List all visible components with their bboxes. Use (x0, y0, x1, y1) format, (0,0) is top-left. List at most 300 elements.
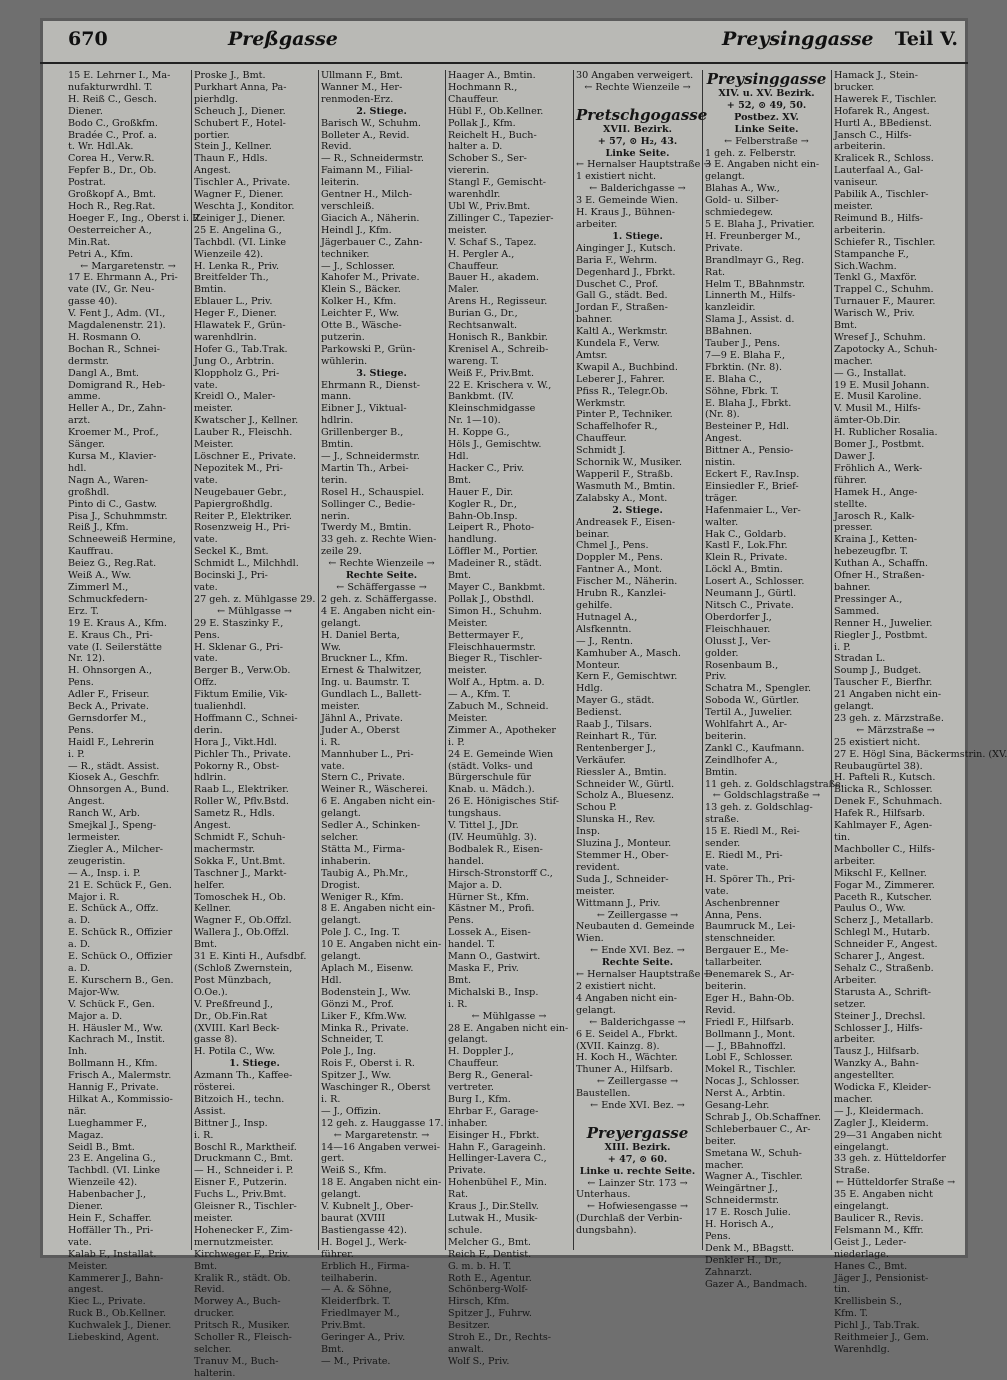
directory-entry-line: Anna, Pens. (705, 909, 762, 921)
directory-entry-line: 5 E. Blaha J., Privatier. (705, 218, 815, 230)
directory-entry-line: (XVII. Kainzg. 8). (576, 1040, 660, 1052)
directory-entry-line: Kalab F., Installat. (68, 1248, 157, 1260)
cross-street-marker: ← Hernalser Hauptstraße → (576, 159, 712, 171)
directory-entry-line: beiterin. (705, 980, 747, 992)
directory-entry-line: renmoden-Erz. (321, 93, 394, 105)
directory-entry-line: Bollmann J., Mont. (705, 1028, 796, 1040)
directory-entry-line: Denemarek S., Ar- (705, 969, 795, 981)
directory-entry-line: Angest. (194, 820, 231, 832)
directory-entry-line: E. Schück O., Offizier (68, 951, 173, 963)
directory-entry-line: Erz. T. (68, 605, 99, 617)
directory-entry-line: Baria F., Wehrm. (576, 254, 658, 266)
directory-entry-line: Löffler M., Portier. (448, 546, 538, 558)
directory-entry-line: Offz. (194, 677, 217, 689)
directory-entry-line: Bochan R., Schnei- (68, 343, 160, 355)
directory-entry-line: Zimmer A., Apotheker (448, 724, 556, 736)
directory-entry-line: angest. (68, 1284, 104, 1296)
directory-entry-line: Kiosek A., Geschfr. (68, 772, 160, 784)
directory-entry-line: Zalabsky A., Mont. (576, 492, 668, 504)
left-running-heading: Preßgasse (228, 28, 338, 50)
directory-entry-line (576, 94, 699, 106)
directory-entry-line: Martin Th., Arbei- (321, 462, 409, 474)
directory-entry-line: — G., Installat. (834, 367, 907, 379)
directory-entry-line: Michalski B., Insp. (448, 986, 539, 998)
directory-entry-line: gelangt. (576, 1004, 616, 1016)
street-heading: Pretschgogasse (576, 105, 708, 124)
directory-entry-line: Eisinger H., Fbrkt. (448, 1129, 540, 1141)
directory-entry-line: H. Doppler J., (448, 1046, 514, 1058)
directory-entry-line: E. Kraus Ch., Pri- (68, 629, 153, 641)
directory-entry-line: vaniseur. (834, 177, 878, 189)
directory-entry-line: Gold- u. Silber- (705, 195, 779, 207)
directory-entry-line: Jarosch R., Kalk- (834, 510, 915, 522)
directory-entry-line: Hein F., Schaffer. (68, 1213, 152, 1224)
directory-entry-line: Chauffeur. (448, 93, 499, 105)
directory-entry-line: Post Münzbach, (194, 974, 272, 986)
directory-entry-line: Sänger. (68, 439, 105, 451)
directory-entry-line: 28 E. Angaben nicht ein- (448, 1022, 569, 1034)
directory-entry-line: H. Rosmann O. (68, 331, 141, 343)
directory-entry-line: Kolker H., Kfm. (321, 296, 397, 308)
directory-entry-line: Rentenberger J., (576, 742, 656, 754)
directory-entry-line: Fogar M., Zimmerer. (834, 879, 935, 891)
directory-entry-line: V. Tittel J., JDr. (448, 820, 519, 832)
directory-entry-line: Thaun F., Hdls. (194, 153, 268, 165)
directory-entry-line: — J., Schlosser. (321, 260, 395, 272)
directory-entry-line: Wagner F., Ob.Offzl. (194, 915, 292, 927)
directory-entry-line: H. Sklenar G., Pri- (194, 641, 283, 653)
directory-entry-line: Reiter P., Elektriker. (194, 510, 292, 522)
directory-entry-line: Mikschl F., Kellner. (834, 867, 927, 879)
directory-entry-line: Meister. (448, 712, 488, 724)
directory-entry-line: Rosenzweig H., Pri- (194, 522, 290, 534)
directory-entry-line: V. Fent J., Adm. (VI., (68, 308, 166, 320)
directory-entry-line: presser. (834, 522, 873, 534)
directory-entry-line: Zapotocky A., Schuh- (834, 343, 938, 355)
directory-entry-line: Söhne, Fbrk. T. (705, 385, 779, 397)
directory-entry-line: gasse 40). (68, 296, 118, 308)
directory-entry-line: Postrat. (68, 177, 106, 189)
directory-entry-line: Hirsch, Kfm. (448, 1296, 510, 1308)
directory-entry-line: Hawerek F., Tischler. (834, 93, 937, 105)
directory-entry-line: Rechte Seite. (345, 570, 418, 582)
directory-entry-line: Pfiss R., Telegr.Ob. (576, 385, 668, 397)
directory-entry-line: + 57, ⊙ H₂, 43. (597, 135, 678, 147)
directory-entry-line: Schmidt J. (576, 445, 626, 457)
directory-entry-line: 15 E. Riedl M., Rei- (705, 826, 800, 838)
directory-entry-line: Bmt. (321, 1343, 345, 1355)
cross-street-marker: ← Balderichgasse → (589, 1016, 686, 1028)
directory-entry-line: Nocas J., Schlosser. (705, 1076, 800, 1088)
directory-entry-line: Schaffelhofer R., (576, 421, 658, 433)
directory-entry-line: Revid. (321, 141, 352, 153)
directory-entry-line: Bitzoich H., techn. (194, 1093, 285, 1105)
directory-entry-line: Otte B., Wäsche- (321, 320, 402, 332)
directory-entry-line: 1. Stiege. (229, 1058, 280, 1070)
directory-entry-line: Pichl J., Tab.Trak. (834, 1320, 920, 1332)
directory-entry-line: O.Oe.). (194, 986, 228, 998)
directory-entry-line: helfer. (194, 879, 225, 891)
directory-entry-line: Madeiner R., städt. (448, 558, 542, 570)
directory-entry-line: Sich.Wachm. (834, 260, 897, 272)
directory-entry-line: Bedienst. (576, 707, 622, 719)
directory-entry-line: Kralik R., städt. Ob. (194, 1272, 291, 1284)
directory-entry-line: meister. (834, 200, 873, 212)
directory-entry-line: selcher. (194, 1343, 232, 1355)
directory-entry-line: Major-Ww. (68, 986, 120, 998)
directory-entry-line: gehilfe. (576, 599, 613, 611)
directory-entry-line: Diener. (68, 1201, 103, 1213)
directory-entry-line: Straße. (834, 1165, 870, 1177)
directory-entry-line: tallarbeiter. (705, 957, 763, 969)
directory-entry-line: 13 geh. z. Goldschlag- (705, 802, 813, 814)
directory-entry-line: Wolf A., Hptm. a. D. (448, 677, 545, 689)
directory-entry-line: Petri A., Kfm. (68, 248, 134, 260)
directory-entry-line: vate. (321, 760, 345, 772)
directory-entry-line: Lauterfaal A., Gal- (834, 165, 924, 177)
directory-entry-line: — J., Kleidermach. (834, 1105, 924, 1117)
directory-entry-line: handel. T. (448, 939, 496, 951)
directory-entry-line: 2. Stiege. (612, 504, 663, 516)
directory-entry-line: — R., städt. Assist. (68, 760, 160, 772)
directory-entry-line: Weschta J., Konditor. (194, 200, 295, 212)
directory-entry-line: beiterin. (705, 730, 747, 742)
directory-entry-line: Bmt. (448, 974, 472, 986)
directory-entry-line: Assist. (194, 1105, 226, 1117)
directory-entry-line: Tischler A., Private. (194, 177, 291, 189)
directory-entry-line: Suda J., Schneider- (576, 873, 669, 885)
directory-entry-line: Hdl. (321, 974, 342, 986)
directory-entry-line: meister. (448, 224, 487, 236)
directory-entry-line: Hurtl A., BBedienst. (834, 117, 932, 129)
directory-entry-line: Hak C., Goldarb. (705, 528, 787, 540)
directory-entry-line: Revid. (705, 1004, 736, 1016)
directory-entry-line: Hafenmaier L., Ver- (705, 504, 801, 516)
directory-entry-line: Ww. (321, 641, 341, 653)
directory-entry-line: Ruck B., Ob.Kellner. (68, 1308, 167, 1320)
directory-entry-line: Kiec L., Private. (68, 1296, 146, 1308)
directory-entry-line: Hrubn R., Kanzlei- (576, 588, 667, 600)
directory-entry-line: Bieger R., Tischler- (448, 653, 543, 665)
directory-entry-line: Kern F., Gemischtwr. (576, 671, 678, 683)
directory-entry-line: Pole J. C., Ing. T. (321, 927, 401, 939)
directory-entry-line: H. Pafteli R., Kutsch. (834, 772, 936, 784)
directory-entry-line: 17 E. Rosch Julie. (705, 1207, 791, 1219)
directory-entry-line: Neumann J., Gürtl. (705, 588, 797, 600)
directory-entry-line: Soboda W., Gürtler. (705, 695, 800, 707)
cross-street-marker: ← Ende XVI. Bez. → (590, 945, 685, 957)
directory-entry-line: Nerst A., Arbtin. (705, 1088, 786, 1100)
directory-entry-line: arbeiter. (834, 1034, 876, 1046)
directory-entry-line: teilhaberin. (321, 1272, 378, 1284)
directory-entry-line: anwalt. (448, 1343, 484, 1355)
directory-entry-line: Warisch W., Priv. (834, 308, 915, 320)
directory-entry-line: Magaz. (68, 1129, 104, 1141)
directory-entry-line: Blahas A., Ww., (705, 183, 780, 195)
directory-entry-line: 1 existiert nicht. (576, 171, 657, 183)
directory-entry-line: Kamhuber A., Masch. (576, 647, 681, 659)
directory-entry-line: Dr., Ob.Fin.Rat (194, 1010, 268, 1022)
directory-entry-line: Lobl F., Schlosser. (705, 1052, 793, 1064)
directory-entry-line: Bürgerschule für (448, 772, 531, 784)
directory-entry-line: i. R. (321, 736, 341, 748)
directory-entry-line: Starusta A., Schrift- (834, 986, 931, 998)
directory-entry-line: Heindl J., Kfm. (321, 224, 392, 236)
directory-entry-line: Tertil A., Juwelier. (705, 707, 793, 719)
directory-entry-line: Baulicer R., Revis. (834, 1213, 924, 1224)
directory-entry-line: Schlegl M., Hutarb. (834, 927, 930, 939)
directory-entry-line: Ubl W., Priv.Bmt. (448, 200, 531, 212)
directory-entry-line: träger. (705, 492, 738, 504)
directory-entry-line: Bodo C., Großkfm. (68, 117, 158, 129)
directory-entry-line: Kellner. (194, 903, 232, 915)
directory-entry-line: inhaberin. (321, 855, 371, 867)
directory-entry-line: 4 E. Angaben nicht ein- (321, 605, 436, 617)
directory-entry-line: Giacich A., Näherin. (321, 212, 420, 224)
directory-entry-line: Ohnsorgen A., Bund. (68, 784, 170, 796)
directory-entry-line: Bolleter A., Revid. (321, 129, 410, 141)
directory-entry-line: Bodenstein J., Ww. (321, 986, 411, 998)
directory-entry-line: i. P. (448, 736, 465, 748)
directory-entry-line: rösterei. (194, 1082, 236, 1094)
directory-entry-line: portier. (194, 129, 230, 141)
directory-entry-line: drucker. (194, 1308, 235, 1320)
directory-entry-line: Hdl. (448, 451, 469, 462)
directory-entry-line: Schönberg-Wolf- (448, 1284, 528, 1296)
directory-entry-line: Jansch C., Hilfs- (834, 129, 912, 141)
directory-entry-line: E. Blaha J., Fbrkt. (705, 397, 792, 409)
directory-entry-line: 1. Stiege. (612, 230, 663, 242)
directory-entry-line: Magdalenenstr. 21). (68, 320, 166, 332)
directory-entry-line: Olusst J., Ver- (705, 635, 771, 647)
directory-entry-line: Schneider W., Gürtl. (576, 778, 675, 790)
directory-entry-line: Kwapil A., Buchbind. (576, 361, 678, 373)
directory-entry-line: H. Potila C., Ww. (194, 1046, 276, 1058)
directory-entry-line: setzer. (834, 998, 866, 1010)
directory-entry-line: XIV. u. XV. Bezirk. (718, 88, 815, 99)
directory-entry-line: Inh. (68, 1046, 88, 1058)
directory-entry-line: vate (I. Seilerstätte (68, 641, 162, 653)
directory-entry-line: Breitfelder Th., (194, 272, 269, 284)
directory-entry-line: XIII. Bezirk. (604, 1141, 671, 1153)
directory-entry-line: vertreter. (448, 1082, 494, 1094)
directory-entry-line: vate (IV., Gr. Neu- (68, 284, 155, 296)
directory-entry-line: Rat. (448, 1189, 469, 1201)
directory-entry-line: leiterin. (321, 177, 360, 189)
directory-entry-line: Leichter F., Ww. (321, 308, 400, 320)
directory-entry-line: Tachbdl. (VI. Linke (68, 1165, 161, 1177)
directory-entry-line: Chmel J., Pens. (576, 540, 649, 552)
directory-entry-line: Aplach M., Eisenw. (321, 962, 414, 974)
directory-entry-line: Rechtsanwalt. (448, 320, 518, 332)
directory-entry-line: Major a. D. (68, 1010, 123, 1022)
directory-entry-line: Scholz A., Bluesenz. (576, 790, 675, 802)
directory-entry-line: Gönzi M., Prof. (321, 998, 394, 1010)
cross-street-marker: ← Schäffergasse → (336, 581, 427, 593)
directory-entry-line: Jung O., Arbtrin. (194, 355, 275, 367)
directory-entry-line: Thuner A., Hilfsarb. (576, 1064, 673, 1076)
directory-entry-line: Lauber R., Fleischh. (194, 427, 293, 439)
directory-entry-line: halterin. (194, 1367, 236, 1379)
directory-entry-line: Major a. D. (448, 879, 503, 891)
directory-entry-line: Dangl A., Bmt. (68, 367, 139, 379)
directory-entry-line: i. R. (448, 998, 468, 1010)
directory-entry-line: Ehrbar F., Garage- (448, 1105, 539, 1117)
directory-entry-line: Rosenbaum B., (705, 659, 779, 671)
directory-entry-line: 3 E. Gemeinde Wien. (576, 195, 679, 207)
directory-entry-line: Höls J., Gemischtw. (448, 439, 542, 451)
directory-entry-line: Meister. (194, 439, 234, 451)
directory-entry-line: V. Schück F., Gen. (68, 998, 155, 1010)
cross-street-marker: ← Ende XVI. Bez. → (590, 1100, 685, 1112)
directory-entry-line: Domigrand R., Heb- (68, 379, 166, 391)
directory-entry-line: Jordan F., Straßen- (576, 302, 668, 314)
directory-entry-line: Meister. (448, 617, 488, 629)
directory-entry-line: vate. (194, 581, 218, 593)
directory-entry-line: vate. (194, 534, 218, 546)
directory-entry-line: Hoffäller Th., Pri- (68, 1224, 154, 1236)
directory-entry-line: Kastl F., Lok.Fhr. (705, 540, 788, 552)
directory-entry-line: Pritsch R., Musiker. (194, 1320, 290, 1332)
directory-entry-line: Hilkat A., Kommissio- (68, 1093, 173, 1105)
directory-entry-line: Habenbacher J., (68, 1189, 147, 1201)
directory-entry-line: Brandlmayr G., Reg. (705, 254, 805, 266)
directory-entry-line: Rat. (705, 266, 726, 278)
directory-entry-line: Roth E., Agentur. (448, 1272, 532, 1284)
directory-entry-line: 10 E. Angaben nicht ein- (321, 939, 442, 951)
directory-entry-line: Reiß J., Kfm. (68, 522, 129, 534)
directory-entry-line: Kfm. T. (834, 1308, 868, 1320)
directory-entry-line: Pinto di C., Gastw. (68, 498, 158, 510)
directory-entry-line: Kreidl O., Maler- (194, 391, 276, 403)
directory-entry-line: Kundela F., Verw. (576, 338, 660, 350)
directory-entry-line: 23 E. Angelina G., (68, 1153, 156, 1165)
directory-entry-line: Helm T., BBahnmstr. (705, 278, 806, 290)
directory-entry-line: H. Bogel J., Werk- (321, 1236, 407, 1248)
directory-entry-line: niederlage. (834, 1248, 889, 1260)
directory-entry-line: Gentner H., Milch- (321, 189, 413, 201)
column-2 (194, 70, 319, 1379)
directory-entry-line: Losert A., Schlosser. (705, 576, 805, 588)
directory-entry-line: Friedl F., Hilfsarb. (705, 1016, 795, 1028)
directory-entry-line: Ing. u. Baumstr. T. (321, 677, 410, 689)
directory-entry-line: 27 E. Högl Sina, Bäckermstrin. (XV. (834, 748, 1007, 760)
directory-entry-line: Hahn F., Garageinh. (448, 1141, 546, 1153)
directory-entry-line: terin. (321, 474, 348, 486)
directory-entry-line: Denk M., BBagstt. (705, 1242, 795, 1254)
directory-entry-line: Löckl A., Bmtin. (705, 564, 783, 576)
directory-entry-line: Scharer J., Angest. (834, 951, 925, 963)
directory-entry-line: Hutnagel A., (576, 611, 638, 623)
directory-entry-line: meister. (194, 403, 233, 415)
directory-entry-line: techniker. (321, 248, 370, 260)
directory-entry-line: Eibner J., Viktual- (321, 403, 407, 415)
directory-entry-line: Reinhart R., Tür. (576, 730, 658, 742)
directory-entry-line: Mann O., Gastwirt. (448, 951, 541, 963)
directory-entry-line: Wapperil F., Straßb. (576, 469, 674, 480)
directory-entry-line: H. Koppe G., (448, 427, 510, 439)
directory-entry-line: 8 E. Angaben nicht ein- (321, 903, 436, 915)
directory-entry-line: Bodbalek R., Eisen- (448, 843, 543, 855)
directory-entry-line: Pens. (68, 677, 94, 689)
directory-entry-line: Fleischhauermstr. (448, 641, 536, 653)
directory-entry-line: Tauscher F., Bierfhr. (834, 677, 933, 689)
directory-entry-line: Kloppholz G., Pri- (194, 367, 280, 379)
directory-entry-line: Reichelt H., Buch- (448, 129, 537, 141)
directory-entry-line: Klein R., Private. (705, 552, 788, 564)
directory-entry-line: Kroemer M., Prof., (68, 427, 159, 439)
directory-entry-line: wareng. T. (448, 355, 499, 367)
directory-entry-line: Stangl F., Gemischt- (448, 177, 546, 189)
directory-entry-line: Stein J., Kellner. (194, 141, 272, 153)
directory-entry-line: Bmtin. (194, 284, 227, 296)
directory-entry-line: — H., Schneider i. P. (194, 1165, 294, 1177)
directory-entry-line: Bastiengasse 42). (321, 1224, 407, 1236)
directory-entry-line: när. (68, 1105, 87, 1117)
directory-entry-line: Maler. (448, 284, 479, 296)
directory-entry-line: Zahnarzt. (705, 1266, 753, 1278)
directory-entry-line: Minka R., Private. (321, 1022, 409, 1034)
directory-entry-line: Kuchwalek J., Diener. (68, 1320, 172, 1332)
directory-entry-line: gelangt. (448, 1034, 488, 1046)
directory-entry-line: Hacker C., Priv. (448, 462, 525, 474)
directory-entry-line: Fiktum Emilie, Vik- (194, 689, 288, 701)
directory-entry-line: Pokorny R., Obst- (194, 760, 280, 772)
directory-entry-line: Wagner F., Diener. (194, 189, 284, 201)
directory-entry-line: stenschneider. (705, 933, 776, 945)
directory-entry-line: Juder A., Oberst (321, 724, 400, 736)
directory-entry-line: Beiez G., Reg.Rat. (68, 558, 157, 570)
directory-entry-line: Hürner St., Kfm. (448, 891, 530, 903)
directory-entry-line: Tranuv M., Buch- (194, 1355, 279, 1367)
part-label: Teil V. (894, 28, 958, 50)
directory-entry-line: Tausz J., Hilfsarb. (834, 1046, 920, 1058)
directory-entry-line: 25 existiert nicht. (834, 736, 921, 748)
directory-entry-line: kanzleidir. (705, 302, 756, 314)
directory-entry-line: Werkmstr. (576, 397, 626, 409)
directory-entry-line: Riegler J., Postbmt. (834, 629, 928, 641)
directory-entry-line: Oberdorfer J., (705, 611, 772, 623)
directory-entry-line: Hdlg. (576, 683, 603, 695)
directory-entry-line: Sollinger C., Bedie- (321, 498, 416, 510)
directory-entry-line: H. Koch H., Wächter. (576, 1052, 678, 1064)
directory-entry-line: Schneeweiß Hermine, (68, 534, 176, 546)
directory-entry-line: Geringer A., Priv. (321, 1332, 406, 1344)
directory-entry-line: Hofarek R., Angest. (834, 105, 930, 117)
directory-entry-line: Faimann M., Filial- (321, 165, 413, 177)
directory-entry-line: Weingärtner J., (705, 1183, 778, 1195)
directory-entry-line: Denkler H., Dr., (705, 1254, 782, 1266)
directory-entry-line: Bomer J., Postbmt. (834, 439, 925, 451)
directory-entry-line: 33 geh. z. Hütteldorfer (834, 1153, 946, 1165)
directory-entry-line: Ziegler A., Milcher- (68, 843, 164, 855)
directory-entry-line: halter a. D. (448, 141, 503, 153)
directory-entry-line: Linnerth M., Hilfs- (705, 290, 796, 302)
directory-entry-line: meister. (576, 885, 615, 897)
directory-entry-line: Seckel K., Bmt. (194, 546, 269, 558)
directory-entry-line: 26 E. Hönigisches Stif- (448, 796, 560, 808)
directory-entry-line: Taubig A., Ph.Mr., (321, 867, 409, 879)
directory-entry-line: Schneider F., Angest. (834, 939, 938, 951)
directory-entry-line: Schiefer R., Tischler. (834, 236, 936, 248)
directory-entry-line: Berg R., General- (448, 1070, 533, 1082)
directory-entry-line: Chauffeur. (576, 433, 627, 445)
directory-entry-line: gelangt. (321, 915, 361, 927)
directory-entry-line: Hora J., Vikt.Hdl. (194, 736, 277, 748)
directory-entry-line: Degenhard J., Fbrkt. (576, 266, 676, 278)
directory-entry-line: Blicka R., Schlosser. (834, 784, 933, 796)
directory-entry-line: 23 geh. z. Märzstraße. (834, 712, 944, 724)
